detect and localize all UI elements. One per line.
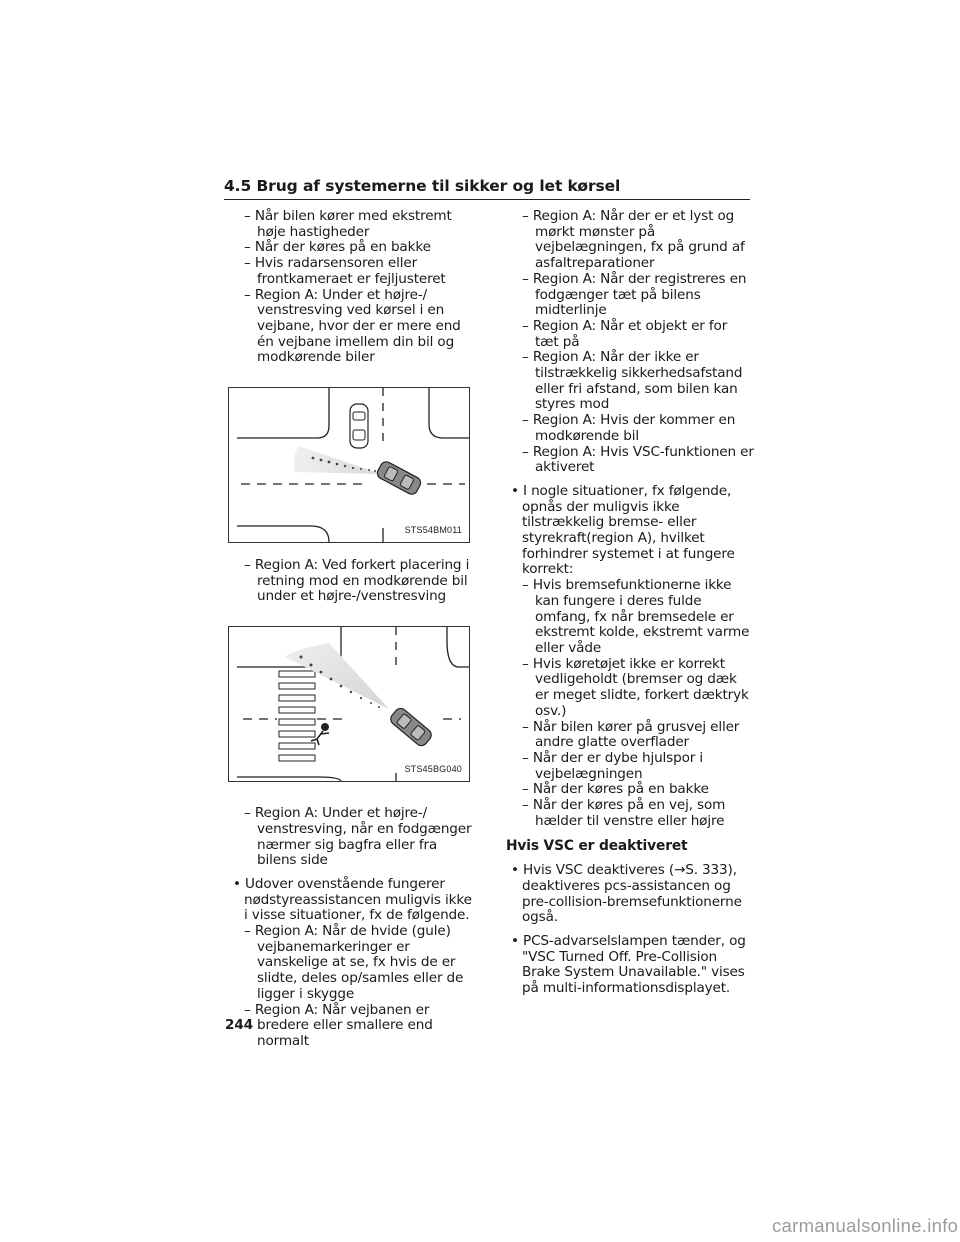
intersection-diagram-1 [229,388,469,542]
intersection-diagram-2 [229,627,469,781]
page-number: 244 [225,1017,254,1033]
list-item: – Hvis radarsensoren eller frontkameraet er fejljusteret [244,255,446,287]
list-item: – Region A: Under et højre-/ venstresving, når en fodgænger nærmer sig bagfra eller fra bilens side [244,805,472,869]
list-item: – Hvis bremsefunktionerne ikke kan fungere i deres fulde omfang, fx når bremsedele er ekstremt kolde, ekstremt varme eller våde [522,577,750,656]
list-item: – Når der køres på en vej, som hælder til venstre eller højre [522,797,726,829]
subheading: Hvis VSC er deaktiveret [506,838,688,855]
list-item: – Region A: Hvis VSC-funktionen er aktiveret [522,443,754,476]
list-item: – Region A: Når der ikke er tilstrækkelig sikkerhedsafstand eller fri afstand, som bilen kan styres mod [522,349,743,413]
list-item: – Når der er dybe hjulspor i vejbelægningen [522,749,703,782]
list-item: – Når der køres på en bakke [522,781,709,798]
bullet-item: • I nogle situationer, fx følgende, opnås der muligvis ikke tilstrækkelig bremse- eller styrekraft(region A), hvilket forhindrer systemet i at fungere korrekt: [511,482,735,578]
bullet-item: • Udover ovenstående fungerer nødstyreassistancen muligvis ikke i visse situationer, fx de følgende. [233,875,472,924]
list-item: – Hvis køretøjet ikke er korrekt vedligeholdt (bremser og dæk er meget slidte, forkert dæktryk osv.) [522,655,749,719]
section-title: 4.5 Brug af systemerne til sikker og let kørsel [224,177,750,200]
figure-code: STS45BG040 [404,764,462,775]
list-item: – Når bilen kører med ekstremt høje hastigheder [244,208,452,240]
list-item: – Region A: Når et objekt er for tæt på [522,317,728,350]
watermark: carmanualsonline.info [772,1215,959,1236]
figure-oncoming-lane-turn [228,387,470,543]
list-item: – Når bilen kører på grusvej eller andre glatte overflader [522,718,740,751]
bullet-item: • PCS-advarselslampen tænder, og "VSC Turned Off. Pre-Collision Brake System Unavailable." vises på multi-informationsdisplayet. [511,932,746,997]
list-item: – Region A: Når de hvide (gule) vejbanemarkeringer er vanskelige at se, fx hvis de er slidte, deles op/samles eller de ligger i skygge [244,923,464,1002]
figure-pedestrian-turn [228,626,470,782]
right-column [506,209,754,997]
list-item: – Region A: Under et højre-/ venstresving ved kørsel i en vejbane, hvor der er mere end én vejbane imellem din bil og modkørende biler [244,286,461,366]
figure-code: STS54BM011 [404,525,462,536]
list-item: – Region A: Hvis der kommer en modkørende bil [522,412,736,444]
left-column [228,209,473,1050]
list-item: – Region A: Ved forkert placering i retning mod en modkørende bil under et højre-/venstresving [244,557,470,605]
bullet-item: • Hvis VSC deaktiveres (→S. 333), deaktiveres pcs-assistancen og pre-collision-bremsefunktionerne også. [511,862,742,926]
list-item: – Region A: Når vejbanen er bredere eller smallere end normalt [244,1001,433,1049]
list-item: – Region A: Når der er et lyst og mørkt mønster på vejbelægningen, fx på grund af asfaltreparationer [522,208,745,272]
list-item: – Når der køres på en bakke [244,239,431,256]
list-item: – Region A: Når der registreres en fodgænger tæt på bilens midterlinje [522,270,747,319]
